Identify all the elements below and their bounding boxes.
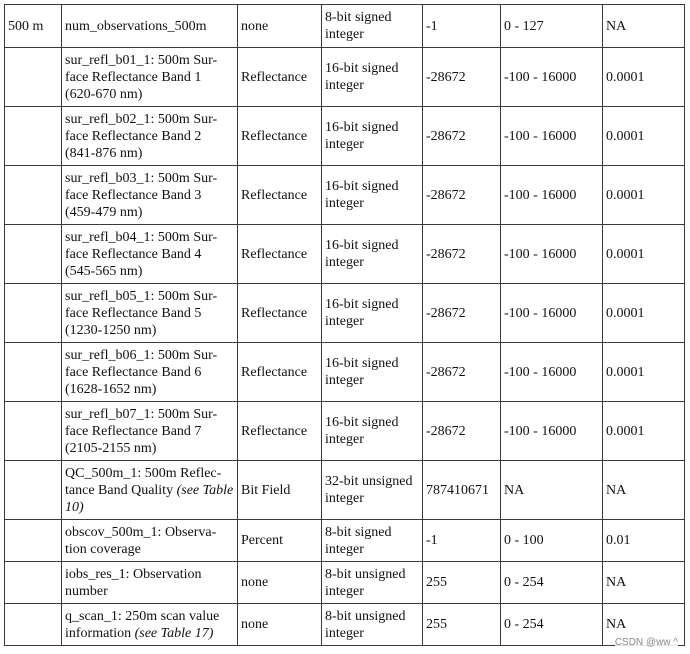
scale-factor-cell: NA [603, 562, 685, 604]
units-cell: none [238, 562, 322, 604]
data-type-cell: 16-bit signed integer [322, 48, 423, 107]
table-row [5, 48, 685, 107]
sds-name-cell: sur_refl_b03_1: 500m Sur-face Reflectance Band 3 (459-479 nm) [62, 166, 238, 225]
valid-range-cell: -100 - 16000 [501, 225, 603, 284]
resolution-cell [5, 343, 62, 402]
valid-range-cell: 0 - 254 [501, 562, 603, 604]
table-reference: (see Table 17) [134, 625, 214, 641]
fill-value-cell: -1 [423, 5, 501, 48]
table-row [5, 402, 685, 461]
data-type-cell: 8-bit unsigned integer [322, 604, 423, 646]
fill-value-cell: -28672 [423, 225, 501, 284]
fill-value-cell: -28672 [423, 284, 501, 343]
sds-name-cell [62, 461, 238, 520]
valid-range-cell: 0 - 127 [501, 5, 603, 48]
sds-name-cell: sur_refl_b04_1: 500m Sur-face Reflectance Band 4 (545-565 nm) [62, 225, 238, 284]
sds-name-cell: iobs_res_1: Observation number [62, 562, 238, 604]
sds-name-cell: sur_refl_b01_1: 500m Sur-face Reflectance Band 1 (620-670 nm) [62, 48, 238, 107]
valid-range-cell: 0 - 254 [501, 604, 603, 646]
table-row [5, 107, 685, 166]
table-row [5, 343, 685, 402]
table-reference: (see Table 10) [65, 482, 234, 515]
resolution-cell [5, 48, 62, 107]
data-type-cell: 8-bit unsigned integer [322, 562, 423, 604]
resolution-cell [5, 562, 62, 604]
sds-table [4, 4, 685, 646]
valid-range-cell: -100 - 16000 [501, 107, 603, 166]
resolution-cell [5, 402, 62, 461]
units-cell: none [238, 5, 322, 48]
resolution-cell [5, 520, 62, 562]
scale-factor-cell: NA [603, 604, 685, 646]
data-type-cell: 8-bit signed integer [322, 5, 423, 48]
scale-factor-cell: NA [603, 5, 685, 48]
table-row [5, 562, 685, 604]
units-cell: Reflectance [238, 107, 322, 166]
valid-range-cell: 0 - 100 [501, 520, 603, 562]
sds-name-cell: sur_refl_b05_1: 500m Sur-face Reflectance Band 5 (1230-1250 nm) [62, 284, 238, 343]
fill-value-cell: 255 [423, 604, 501, 646]
scale-factor-cell: 0.0001 [603, 343, 685, 402]
units-cell: Reflectance [238, 166, 322, 225]
scale-factor-cell: 0.0001 [603, 107, 685, 166]
resolution-cell [5, 107, 62, 166]
sds-name-cell [62, 604, 238, 646]
fill-value-cell: -1 [423, 520, 501, 562]
valid-range-cell: -100 - 16000 [501, 48, 603, 107]
sds-name-cell: obscov_500m_1: Observa-tion coverage [62, 520, 238, 562]
table-row [5, 225, 685, 284]
scale-factor-cell: 0.0001 [603, 166, 685, 225]
sds-name-cell: num_observations_500m [62, 5, 238, 48]
units-cell: Reflectance [238, 225, 322, 284]
data-type-cell: 16-bit signed integer [322, 284, 423, 343]
units-cell: Reflectance [238, 284, 322, 343]
valid-range-cell: -100 - 16000 [501, 343, 603, 402]
scale-factor-cell: 0.0001 [603, 402, 685, 461]
data-type-cell: 32-bit unsigned integer [322, 461, 423, 520]
table-row [5, 166, 685, 225]
scale-factor-cell: 0.0001 [603, 225, 685, 284]
sds-name-cell: sur_refl_b02_1: 500m Sur-face Reflectance Band 2 (841-876 nm) [62, 107, 238, 166]
table-row [5, 461, 685, 520]
scale-factor-cell: 0.0001 [603, 284, 685, 343]
resolution-cell [5, 604, 62, 646]
scale-factor-cell: 0.0001 [603, 48, 685, 107]
units-cell: Percent [238, 520, 322, 562]
table-row [5, 520, 685, 562]
scale-factor-cell: 0.01 [603, 520, 685, 562]
data-type-cell: 16-bit signed integer [322, 225, 423, 284]
sds-name-cell: sur_refl_b06_1: 500m Sur-face Reflectance Band 6 (1628-1652 nm) [62, 343, 238, 402]
data-type-cell: 16-bit signed integer [322, 166, 423, 225]
units-cell: Bit Field [238, 461, 322, 520]
resolution-cell [5, 225, 62, 284]
valid-range-cell: -100 - 16000 [501, 166, 603, 225]
table-row [5, 5, 685, 48]
fill-value-cell: -28672 [423, 343, 501, 402]
table-row [5, 604, 685, 646]
units-cell: Reflectance [238, 343, 322, 402]
data-type-cell: 8-bit signed integer [322, 520, 423, 562]
resolution-cell [5, 461, 62, 520]
valid-range-cell: -100 - 16000 [501, 284, 603, 343]
units-cell: Reflectance [238, 402, 322, 461]
fill-value-cell: -28672 [423, 166, 501, 225]
units-cell: Reflectance [238, 48, 322, 107]
fill-value-cell: -28672 [423, 107, 501, 166]
data-type-cell: 16-bit signed integer [322, 107, 423, 166]
fill-value-cell: -28672 [423, 48, 501, 107]
resolution-cell [5, 166, 62, 225]
scale-factor-cell: NA [603, 461, 685, 520]
valid-range-cell: -100 - 16000 [501, 402, 603, 461]
data-type-cell: 16-bit signed integer [322, 402, 423, 461]
sds-name-text: QC_500m_1: 500m Reflec-tance Band Quality [65, 465, 222, 498]
fill-value-cell: 787410671 [423, 461, 501, 520]
fill-value-cell: 255 [423, 562, 501, 604]
table-row [5, 284, 685, 343]
valid-range-cell: NA [501, 461, 603, 520]
fill-value-cell: -28672 [423, 402, 501, 461]
sds-name-cell: sur_refl_b07_1: 500m Sur-face Reflectance Band 7 (2105-2155 nm) [62, 402, 238, 461]
units-cell: none [238, 604, 322, 646]
watermark: CSDN @ww ^ [614, 637, 678, 648]
resolution-cell: 500 m [5, 5, 62, 48]
sds-name-text: q_scan_1: 250m scan value information [65, 608, 220, 641]
resolution-cell [5, 284, 62, 343]
data-type-cell: 16-bit signed integer [322, 343, 423, 402]
